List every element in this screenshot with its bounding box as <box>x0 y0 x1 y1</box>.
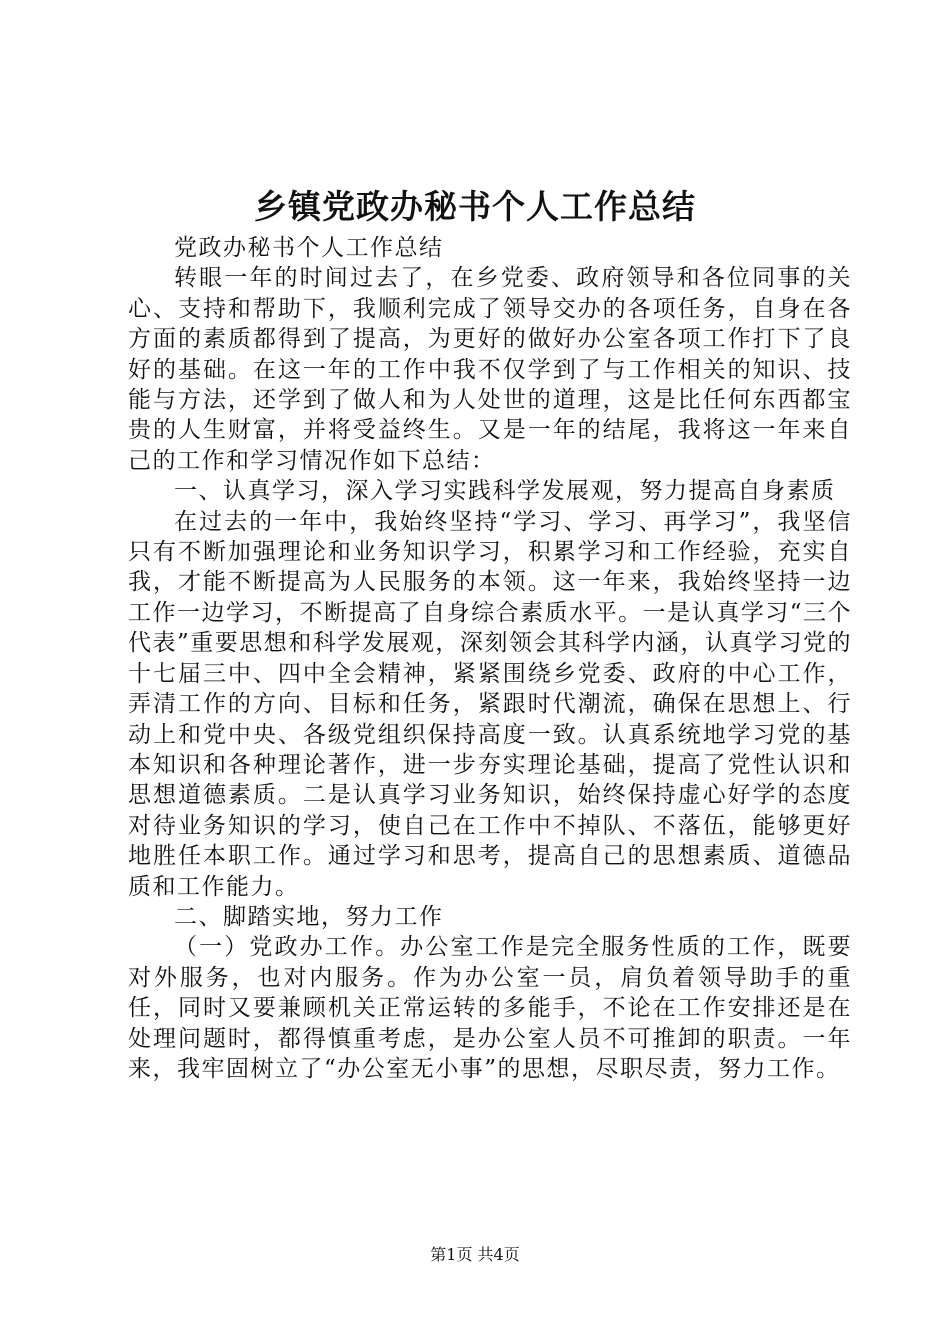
body-paragraph: 在过去的一年中，我始终坚持“学习、学习、再学习”，我坚信只有不断加强理论和业务知识学习，积累学习和工作经验，充实自我，才能不断提高为人民服务的本领。这一年来，我始终坚持一边工作一边学习，不断提高了自身综合素质水平。一是认真学习“三个代表”重要思想和科学发展观，深刻领会其科学内涵，认真学习党的十七届三中、四中全会精神，紧紧围绕乡党委、政府的中心工作，弄清工作的方向、目标和任务，紧跟时代潮流，确保在思想上、行动上和党中央、各级党组织保持高度一致。认真系统地学习党的基本知识和各种理论著作，进一步夯实理论基础，提高了党性认识和思想道德素质。二是认真学习业务知识，始终保持虚心好学的态度对待业务知识的学习，使自己在工作中不掉队、不落伍，能够更好地胜任本职工作。通过学习和思考，提高自己的思想素质、道德品质和工作能力。 <box>128 508 852 900</box>
subtitle-paragraph: 党政办秘书个人工作总结 <box>174 235 444 261</box>
intro-paragraph: 转眼一年的时间过去了，在乡党委、政府领导和各位同事的关心、支持和帮助下，我顺利完成了领导交办的各项任务，自身在各方面的素质都得到了提高，为更好的做好办公室各项工作打下了良好的基础。在这一年的工作中我不仅学到了与工作相关的知识、技能与方法，还学到了做人和为人处世的道理，这是比任何东西都宝贵的人生财富，并将受益终生。又是一年的结尾，我将这一年来自己的工作和学习情况作如下总结： <box>128 265 852 474</box>
document-title: 乡镇党政办秘书个人工作总结 <box>254 187 696 226</box>
page-footer: 第1页 共4页 <box>430 1245 520 1264</box>
document-body <box>128 233 852 1084</box>
body-paragraph: （一）党政办工作。办公室工作是完全服务性质的工作，既要对外服务，也对内服务。作为办公室一员，肩负着领导助手的重任，同时又要兼顾机关正常运转的多能手，不论在工作安排还是在处理问题时，都得慎重考虑，是办公室人员不可推卸的职责。一年来，我牢固树立了“办公室无小事”的思想，尽职尽责，努力工作。 <box>128 934 852 1082</box>
section-heading-2: 二、脚踏实地，努力工作 <box>174 903 444 930</box>
section-heading-1: 一、认真学习，深入学习实践科学发展观，努力提高自身素质 <box>174 478 836 505</box>
